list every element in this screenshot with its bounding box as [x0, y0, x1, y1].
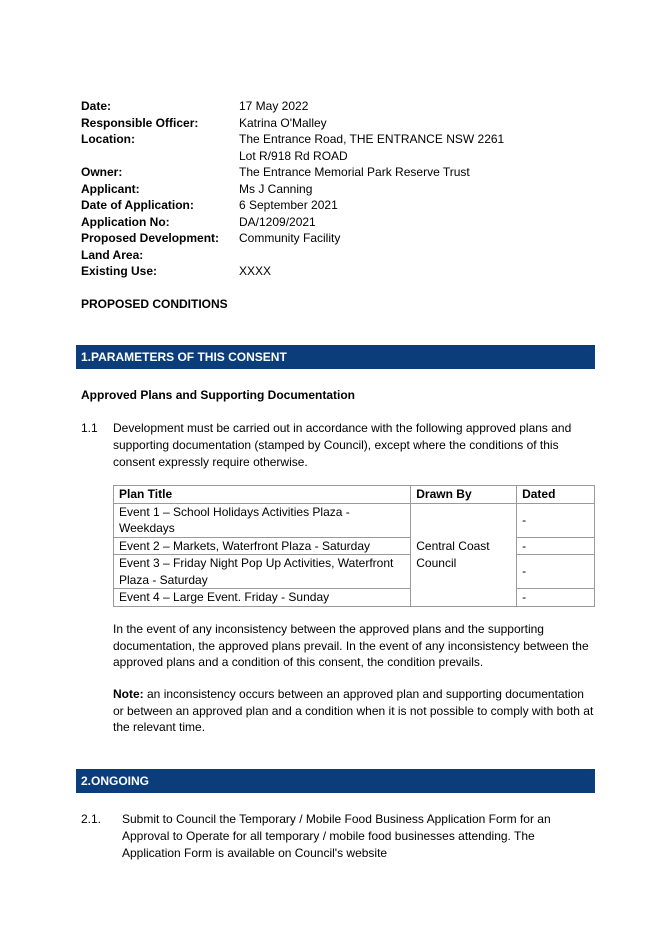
- clause-number: 2.1.: [81, 812, 102, 826]
- detail-row: [81, 131, 581, 148]
- detail-value: DA/1209/2021: [239, 214, 316, 229]
- section-heading-ongoing: 2.ONGOING: [76, 769, 595, 793]
- dated-cell: -: [517, 555, 595, 589]
- detail-row: [81, 148, 581, 165]
- detail-row: [81, 263, 581, 280]
- detail-value: The Entrance Memorial Park Reserve Trust: [239, 165, 470, 179]
- table-row: [114, 555, 595, 589]
- note-paragraph: [113, 686, 595, 736]
- detail-label: Application No:: [81, 214, 170, 229]
- column-header-drawn-by: Drawn By: [411, 486, 517, 504]
- note-text: an inconsistency occurs between an approved plan and supporting documentation or between an approved plan and a condition when it is not possible to comply with both at the relevant time.: [113, 687, 594, 734]
- detail-label: Proposed Development:: [81, 231, 220, 245]
- detail-label: Date:: [81, 99, 112, 113]
- subheading-approved-plans: Approved Plans and Supporting Documentation: [81, 388, 356, 402]
- detail-row: [81, 230, 581, 247]
- proposed-conditions-heading: PROPOSED CONDITIONS: [81, 297, 228, 311]
- detail-value: [239, 247, 581, 264]
- detail-label: Applicant:: [81, 181, 140, 196]
- inconsistency-paragraph: In the event of any inconsistency between the approved plans and the supporting documentation, the approved plans prevail. In the event of any inconsistency between the approved plans and a condition of this consent, the condition prevails.: [113, 622, 589, 669]
- detail-row: [81, 115, 581, 132]
- detail-value: XXXX: [239, 264, 272, 278]
- detail-value: Ms J Canning: [239, 181, 313, 196]
- note-label: Note:: [113, 687, 144, 701]
- detail-label: Owner:: [81, 165, 123, 179]
- column-header-dated: Dated: [517, 486, 595, 504]
- detail-label: [81, 148, 239, 165]
- detail-value: 17 May 2022: [239, 99, 309, 113]
- dated-cell: -: [517, 589, 595, 607]
- clause-text: Development must be carried out in accordance with the following approved plans and supporting documentation (stamped by Council), except where the conditions of this consent expressly require otherwise.: [113, 421, 572, 469]
- detail-row: [81, 247, 581, 264]
- table-header-row: [114, 486, 595, 504]
- detail-label: Land Area:: [81, 247, 144, 262]
- detail-label: Existing Use:: [81, 264, 158, 278]
- detail-label: Date of Application:: [81, 198, 194, 212]
- detail-row: [81, 181, 581, 198]
- detail-label: Location:: [81, 132, 135, 146]
- table-row: [114, 503, 595, 537]
- plan-title-cell: Event 1 – School Holidays Activities Plaza - Weekdays: [114, 503, 411, 537]
- plan-title-cell: Event 4 – Large Event. Friday - Sunday: [114, 589, 411, 607]
- clause-2-1: [81, 811, 595, 862]
- plan-title-cell: Event 3 – Friday Night Pop Up Activities, Waterfront Plaza - Saturday: [114, 555, 411, 589]
- drawn-by-cell: Central Coast Council: [411, 503, 517, 606]
- clause-text: Submit to Council the Temporary / Mobile Food Business Application Form for an Approval to Operate for all temporary / mobile food businesses attending. The Application Form is available on Council's website: [122, 812, 551, 860]
- clause-number: 1.1: [81, 421, 98, 435]
- dated-cell: -: [517, 503, 595, 537]
- detail-value: The Entrance Road, THE ENTRANCE NSW 2261: [239, 132, 505, 146]
- detail-value: Community Facility: [239, 231, 341, 245]
- detail-value: 6 September 2021: [239, 198, 338, 212]
- application-details: [81, 98, 581, 280]
- clause-1-1: [81, 420, 595, 471]
- dated-cell: -: [517, 537, 595, 555]
- detail-label: Responsible Officer:: [81, 115, 199, 130]
- detail-row: [81, 197, 581, 214]
- detail-value: Katrina O'Malley: [239, 115, 327, 130]
- detail-row: [81, 164, 581, 181]
- detail-row: [81, 214, 581, 231]
- approved-plans-table: [113, 485, 595, 607]
- table-row: [114, 537, 595, 555]
- detail-row: [81, 98, 581, 115]
- plan-title-cell: Event 2 – Markets, Waterfront Plaza - Saturday: [114, 537, 411, 555]
- detail-value: Lot R/918 Rd ROAD: [239, 148, 348, 163]
- table-row: [114, 589, 595, 607]
- column-header-plan-title: Plan Title: [114, 486, 411, 504]
- section-heading-parameters: 1.PARAMETERS OF THIS CONSENT: [76, 345, 595, 369]
